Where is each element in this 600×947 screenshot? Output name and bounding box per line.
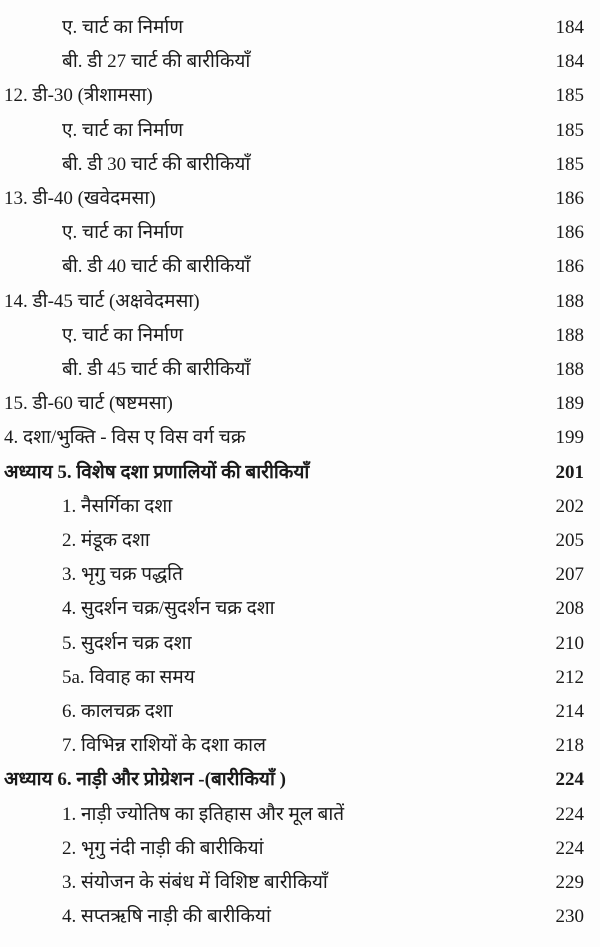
chapter-heading-row xyxy=(0,456,600,490)
subsection-row xyxy=(0,114,600,148)
subsection-row xyxy=(0,353,600,387)
subsection-row xyxy=(0,661,600,695)
toc-entry-title: 13. डी-40 (खवेदमसा) xyxy=(4,188,156,209)
subsection-row xyxy=(0,695,600,729)
toc-entry-title: 4. सप्तऋषि नाड़ी की बारीकियां xyxy=(62,906,271,928)
subsection-row xyxy=(0,45,600,79)
toc-entry-title: 14. डी-45 चार्ट (अक्षवेदमसा) xyxy=(4,290,200,312)
toc-page-number: 224 xyxy=(555,803,584,825)
toc-entry-title: ए. चार्ट का निर्माण xyxy=(62,222,184,244)
subsection-row xyxy=(0,524,600,558)
toc-page-number: 199 xyxy=(555,427,584,449)
toc-page-number: 208 xyxy=(555,598,584,620)
toc-page-number: 224 xyxy=(555,769,584,791)
subsection-row xyxy=(0,900,600,934)
toc-entry-title: अध्याय 6. नाड़ी और प्रोग्रेशन -(बारीकियाँ ) xyxy=(4,769,286,791)
toc-page-number: 186 xyxy=(555,188,584,209)
toc-entry-title: ए. चार्ट का निर्माण xyxy=(62,324,184,346)
toc-page-number: 202 xyxy=(555,495,584,517)
toc-entry-title: 15. डी-60 चार्ट (षष्टमसा) xyxy=(4,393,173,415)
subsection-row xyxy=(0,490,600,524)
toc-page-number: 212 xyxy=(555,666,584,688)
toc-page-number: 185 xyxy=(555,153,584,175)
toc-page-number: 214 xyxy=(555,701,584,722)
toc-entry-title: 5a. विवाह का समय xyxy=(62,666,195,688)
section-row xyxy=(0,387,600,421)
subsection-row xyxy=(0,592,600,626)
toc-page-number: 185 xyxy=(555,119,584,141)
toc-entry-title: 2. भृगु नंदी नाड़ी की बारीकियां xyxy=(62,837,264,859)
toc-page-number: 184 xyxy=(555,17,584,38)
subsection-row xyxy=(0,558,600,592)
toc-entry-title: 3. संयोजन के संबंध में विशिष्ट बारीकियाँ xyxy=(62,872,328,893)
subsection-row xyxy=(0,866,600,900)
section-row xyxy=(0,79,600,113)
toc-entry-title: 5. सुदर्शन चक्र दशा xyxy=(62,632,192,654)
subsection-row xyxy=(0,832,600,866)
toc-entry-title: 2. मंडूक दशा xyxy=(62,530,150,551)
toc-page-number: 184 xyxy=(555,51,584,73)
subsection-row xyxy=(0,250,600,284)
subsection-row xyxy=(0,729,600,763)
toc-entry-title: 12. डी-30 (त्रीशामसा) xyxy=(4,85,153,107)
subsection-row xyxy=(0,148,600,182)
subsection-row xyxy=(0,798,600,832)
section-row xyxy=(0,182,600,216)
section-row xyxy=(0,285,600,319)
chapter-heading-row xyxy=(0,763,600,797)
toc-entry-title: 1. नैसर्गिका दशा xyxy=(62,495,173,517)
subsection-row xyxy=(0,627,600,661)
toc-page-number: 201 xyxy=(555,461,584,483)
toc-page-number: 188 xyxy=(555,290,584,312)
toc-page-number: 189 xyxy=(555,393,584,415)
toc-page-number: 186 xyxy=(555,222,584,244)
toc-page-number: 230 xyxy=(555,906,584,928)
toc-page-number: 186 xyxy=(555,256,584,278)
toc-entry-title: ए. चार्ट का निर्माण xyxy=(62,17,184,38)
section-row xyxy=(0,421,600,455)
subsection-row xyxy=(0,11,600,45)
toc-page-number: 188 xyxy=(555,359,584,380)
toc-entry-title: बी. डी 27 चार्ट की बारीकियाँ xyxy=(62,51,251,73)
toc-page-number: 185 xyxy=(555,85,584,107)
toc-page-number: 207 xyxy=(555,564,584,586)
toc-page-number: 229 xyxy=(555,872,584,893)
toc-entry-title: 4. सुदर्शन चक्र/सुदर्शन चक्र दशा xyxy=(62,598,275,620)
toc-entry-title: बी. डी 40 चार्ट की बारीकियाँ xyxy=(62,256,251,278)
toc-entry-title: 1. नाड़ी ज्योतिष का इतिहास और मूल बातें xyxy=(62,803,345,825)
toc-entry-title: बी. डी 45 चार्ट की बारीकियाँ xyxy=(62,359,251,380)
toc-entry-title: बी. डी 30 चार्ट की बारीकियाँ xyxy=(62,153,251,175)
toc-page-number: 224 xyxy=(555,837,584,859)
toc-entry-title: 3. भृगु चक्र पद्धति xyxy=(62,564,183,586)
toc-entry-title: अध्याय 5. विशेष दशा प्रणालियों की बारीकियाँ xyxy=(4,461,310,483)
toc-entry-title: 4. दशा/भुक्ति - विस ए विस वर्ग चक्र xyxy=(4,427,246,449)
toc-entry-title: 7. विभिन्न राशियों के दशा काल xyxy=(62,735,266,757)
toc-entry-title: 6. कालचक्र दशा xyxy=(62,701,173,722)
toc-page-number: 188 xyxy=(555,324,584,346)
toc-page-number: 218 xyxy=(555,735,584,757)
toc-entry-title: ए. चार्ट का निर्माण xyxy=(62,119,184,141)
toc-page-number: 205 xyxy=(555,530,584,551)
subsection-row xyxy=(0,216,600,250)
subsection-row xyxy=(0,319,600,353)
toc-page-number: 210 xyxy=(555,632,584,654)
